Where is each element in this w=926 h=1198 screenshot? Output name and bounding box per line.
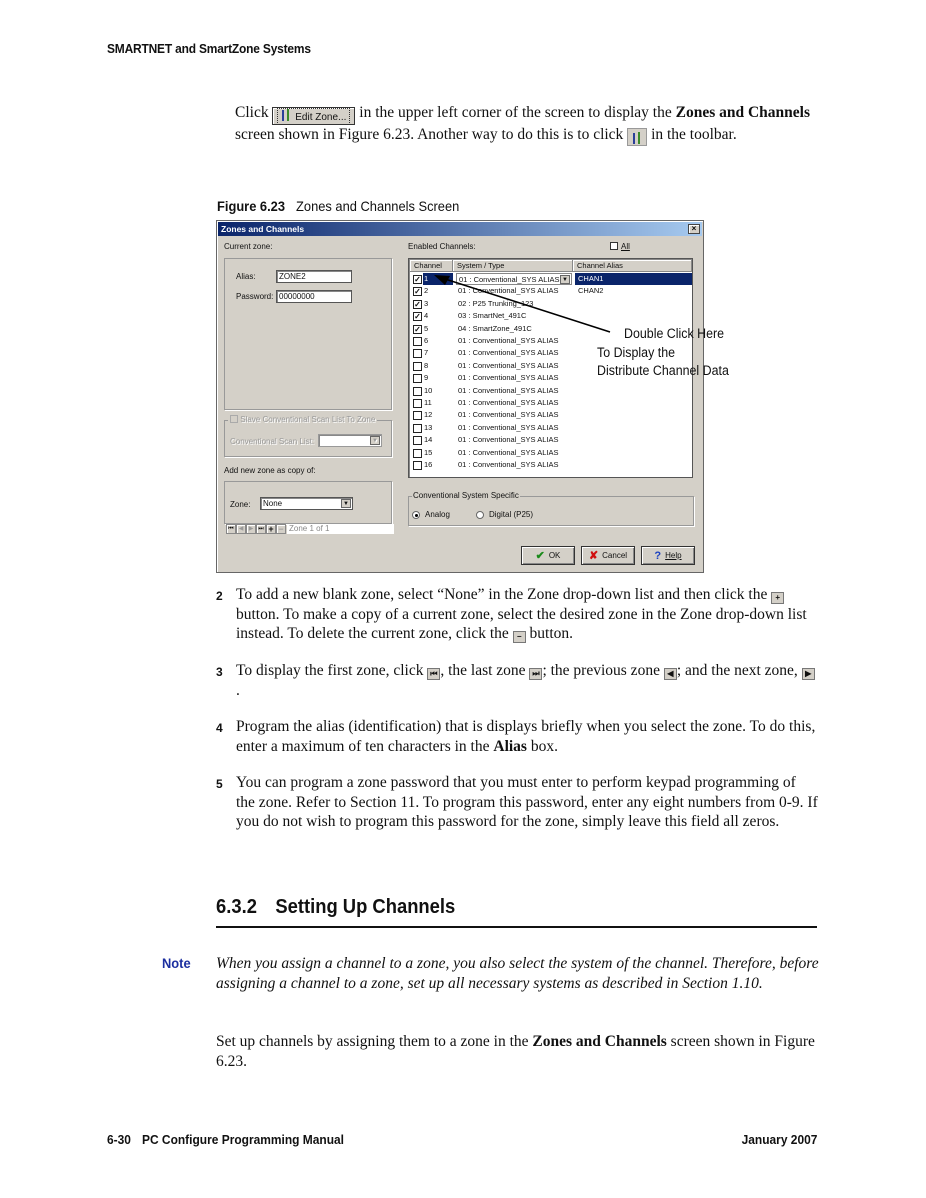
ok-button[interactable]: ✔ OK: [521, 546, 575, 565]
checkmark-icon: ✔: [535, 550, 545, 562]
channel-number: 7: [424, 348, 429, 358]
last-zone-button[interactable]: ⏭: [256, 524, 266, 534]
channel-number: 13: [424, 422, 433, 432]
figure-caption: Figure 6.23 Zones and Channels Screen: [217, 198, 460, 214]
table-row[interactable]: [410, 409, 692, 421]
system-type: 01 : Conventional_SYS ALIAS: [458, 410, 559, 420]
channel-checkbox[interactable]: [413, 436, 422, 445]
zone-label: Zone:: [230, 500, 251, 509]
dialog-title: Zones and Channels: [221, 224, 305, 234]
system-type: 01 : Conventional_SYS ALIAS: [458, 460, 559, 469]
chevron-down-icon[interactable]: ▼: [560, 275, 570, 284]
conv-scan-list-select[interactable]: [318, 434, 382, 447]
section-divider: [216, 926, 817, 928]
step-number: 3: [216, 665, 223, 679]
close-icon[interactable]: ×: [688, 224, 700, 234]
all-checkbox-row[interactable]: All: [610, 242, 630, 251]
conv-scan-list-label: Conventional Scan List:: [230, 437, 315, 446]
enabled-channels-label: Enabled Channels:: [408, 242, 476, 251]
footer-left: [107, 1132, 344, 1147]
prev-zone-button[interactable]: ◀: [236, 524, 246, 534]
channel-number: 5: [424, 323, 429, 333]
section-heading: 6.3.2 Setting Up Channels: [216, 896, 456, 918]
edit-zone-button-image: Edit Zone...: [272, 107, 355, 125]
intro-paragraph: Click Edit Zone... in the upper left corner of the screen to display the Zones and Channels screen shown in Figure 6.23. Another way to do this is to click in the toolbar.: [235, 103, 810, 146]
page-number: 6-30: [107, 1132, 131, 1147]
step-number: 2: [216, 589, 223, 603]
plus-icon: +: [771, 592, 784, 604]
system-type: 01 : Conventional_SYS ALIAS: [458, 385, 559, 395]
chevron-down-icon[interactable]: ▼: [370, 436, 380, 445]
channel-checkbox[interactable]: [413, 387, 422, 396]
annotation-line2: To Display the: [597, 345, 676, 360]
manual-title: PC Configure Programming Manual: [141, 1132, 345, 1147]
table-row[interactable]: [410, 422, 692, 434]
conv-system-specific-label: Conventional System Specific: [413, 491, 519, 500]
channel-number: 2: [424, 286, 429, 296]
system-type: 01 : Conventional_SYS ALIAS: [458, 435, 559, 445]
table-row[interactable]: [410, 385, 692, 397]
question-icon: ?: [654, 550, 662, 562]
note-text: When you assign a channel to a zone, you also select the system of the channel. Therefore, before assigning a channel to a zone, set up all necessary systems as described in Section 1.10.: [216, 955, 819, 992]
current-zone-label: Current zone:: [224, 242, 273, 251]
channel-checkbox[interactable]: [413, 337, 422, 346]
channel-alias: CHAN2: [578, 286, 604, 296]
footer-date: January 2007: [741, 1132, 817, 1147]
note-label: Note: [162, 955, 191, 971]
running-header: SMARTNET and SmartZone Systems: [107, 41, 311, 56]
system-type: 01 : Conventional_SYS ALIAS: [458, 286, 559, 296]
system-type-select[interactable]: 01 : Conventional_SYS ALIAS ▼: [456, 273, 572, 285]
channel-checkbox[interactable]: [413, 362, 422, 371]
channel-number: 14: [424, 435, 433, 445]
system-type: 01 : Conventional_SYS ALIAS: [458, 360, 559, 370]
zone-counter: Zone 1 of 1: [287, 524, 394, 534]
channel-alias[interactable]: CHAN1: [575, 273, 692, 285]
channel-number: 16: [424, 460, 433, 469]
system-type: 01 : Conventional_SYS ALIAS: [458, 447, 559, 457]
channel-number[interactable]: 1: [423, 273, 453, 285]
system-type: 01 : Conventional_SYS ALIAS: [458, 422, 559, 432]
zone-select[interactable]: None ▼: [260, 497, 353, 510]
help-button[interactable]: ? Help: [641, 546, 695, 565]
digital-p25-radio[interactable]: [476, 511, 484, 519]
first-zone-button[interactable]: ⏮: [226, 524, 236, 534]
closing-paragraph: Set up channels by assigning them to a zone in the Zones and Channels screen shown in Figure 6.23.: [216, 1033, 815, 1070]
channel-checkbox[interactable]: [413, 349, 422, 358]
chevron-down-icon[interactable]: ▼: [341, 499, 351, 508]
channel-checkbox[interactable]: [413, 374, 422, 383]
dialog-titlebar: [218, 222, 702, 236]
toolbar-edit-zone-icon: [627, 128, 647, 146]
next-zone-button[interactable]: ▶: [246, 524, 256, 534]
last-record-icon: ⏭: [529, 668, 542, 680]
channel-number: 12: [424, 410, 433, 420]
channel-checkbox[interactable]: ✓: [414, 312, 421, 322]
channel-number: 8: [424, 360, 429, 370]
channel-checkbox[interactable]: [413, 411, 422, 420]
previous-record-icon: ◀: [664, 668, 677, 680]
channel-checkbox[interactable]: [413, 449, 422, 458]
channel-checkbox[interactable]: [413, 461, 422, 470]
annotation-line1: Double Click Here: [624, 326, 725, 341]
all-checkbox[interactable]: [610, 242, 618, 250]
conv-system-specific-group: [408, 496, 694, 526]
channel-checkbox[interactable]: ✓: [414, 299, 421, 309]
table-row[interactable]: [410, 447, 692, 459]
system-type: 04 : SmartZone_491C: [458, 323, 532, 333]
channel-number: 9: [424, 373, 429, 383]
next-record-icon: ▶: [802, 668, 815, 680]
edit-zone-icon: [281, 109, 292, 121]
channel-checkbox[interactable]: ✓: [414, 324, 421, 334]
cancel-button[interactable]: ✘ Cancel: [581, 546, 635, 565]
channel-checkbox[interactable]: [413, 399, 422, 408]
add-new-zone-label: Add new zone as copy of:: [224, 466, 316, 475]
step-number: 5: [216, 777, 223, 791]
channel-number: 10: [424, 385, 433, 395]
system-type: 01 : Conventional_SYS ALIAS: [458, 336, 559, 345]
system-type: 01 : Conventional_SYS ALIAS: [458, 398, 559, 407]
system-type: 01 : Conventional_SYS ALIAS: [458, 373, 559, 383]
annotation-arrow-icon: [420, 268, 620, 338]
column-header-channel[interactable]: Channel: [410, 260, 453, 272]
channel-checkbox[interactable]: ✓: [414, 287, 421, 297]
password-input[interactable]: 00000000: [276, 290, 352, 303]
analog-label: Analog: [425, 510, 450, 519]
step-text: You can program a zone password that you must enter to perform keypad programming of the zone. Refer to Section 11. To program this password, enter any eight numbers from 0-9. If you do not wish to program this password for the zone, simply leave this field all zeros.: [236, 774, 818, 830]
channel-number: 3: [424, 298, 429, 308]
channel-number: 11: [424, 398, 432, 407]
system-type: 03 : SmartNet_491C: [458, 311, 527, 321]
channel-checkbox[interactable]: ✓: [414, 275, 421, 284]
password-label: Password:: [236, 292, 274, 301]
delete-zone-button[interactable]: −: [276, 524, 286, 534]
system-type: 01 : Conventional_SYS ALIAS: [458, 348, 559, 358]
intro-text: Click: [235, 104, 269, 121]
system-type: 02 : P25 Trunking_123: [458, 298, 534, 308]
table-row[interactable]: [410, 459, 692, 471]
digital-p25-label: Digital (P25): [489, 510, 534, 519]
channel-checkbox[interactable]: [413, 424, 422, 433]
slave-scan-checkbox-row[interactable]: Slave Conventional Scan List To Zone: [228, 415, 377, 424]
alias-label: Alias:: [236, 272, 256, 281]
column-header-system-type[interactable]: System / Type: [453, 260, 573, 272]
step-text: To display the first zone, click ⏮ , the last zone ⏭ ; the previous zone ◀ ; and the next zone, ▶.: [236, 661, 818, 700]
table-row[interactable]: [410, 434, 692, 446]
channel-number: 6: [424, 336, 429, 345]
step-text: To add a new blank zone, select “None” in the Zone drop-down list and then click the + button. To make a copy of a current zone, select the desired zone in the Zone drop-down list instead. To delete the current zone, click the − button.: [236, 586, 807, 642]
step-number: 4: [216, 721, 223, 735]
alias-input[interactable]: ZONE2: [276, 270, 352, 283]
channel-number: 15: [424, 447, 433, 457]
minus-icon: −: [513, 631, 526, 643]
annotation-line3: Distribute Channel Data: [597, 363, 729, 378]
table-row[interactable]: [410, 397, 692, 409]
column-header-channel-alias[interactable]: Channel Alias: [573, 260, 692, 272]
first-record-icon: ⏮: [427, 668, 440, 680]
add-zone-button[interactable]: +: [266, 524, 276, 534]
x-icon: ✘: [588, 550, 599, 562]
channel-number: 4: [424, 311, 429, 321]
step-text: Program the alias (identification) that is displays briefly when you select the zone. To do this, enter a maximum of ten characters in the Alias box.: [236, 718, 816, 755]
analog-radio[interactable]: [412, 511, 420, 519]
zone-navigator: [226, 524, 394, 535]
slave-scan-checkbox[interactable]: [230, 415, 238, 423]
